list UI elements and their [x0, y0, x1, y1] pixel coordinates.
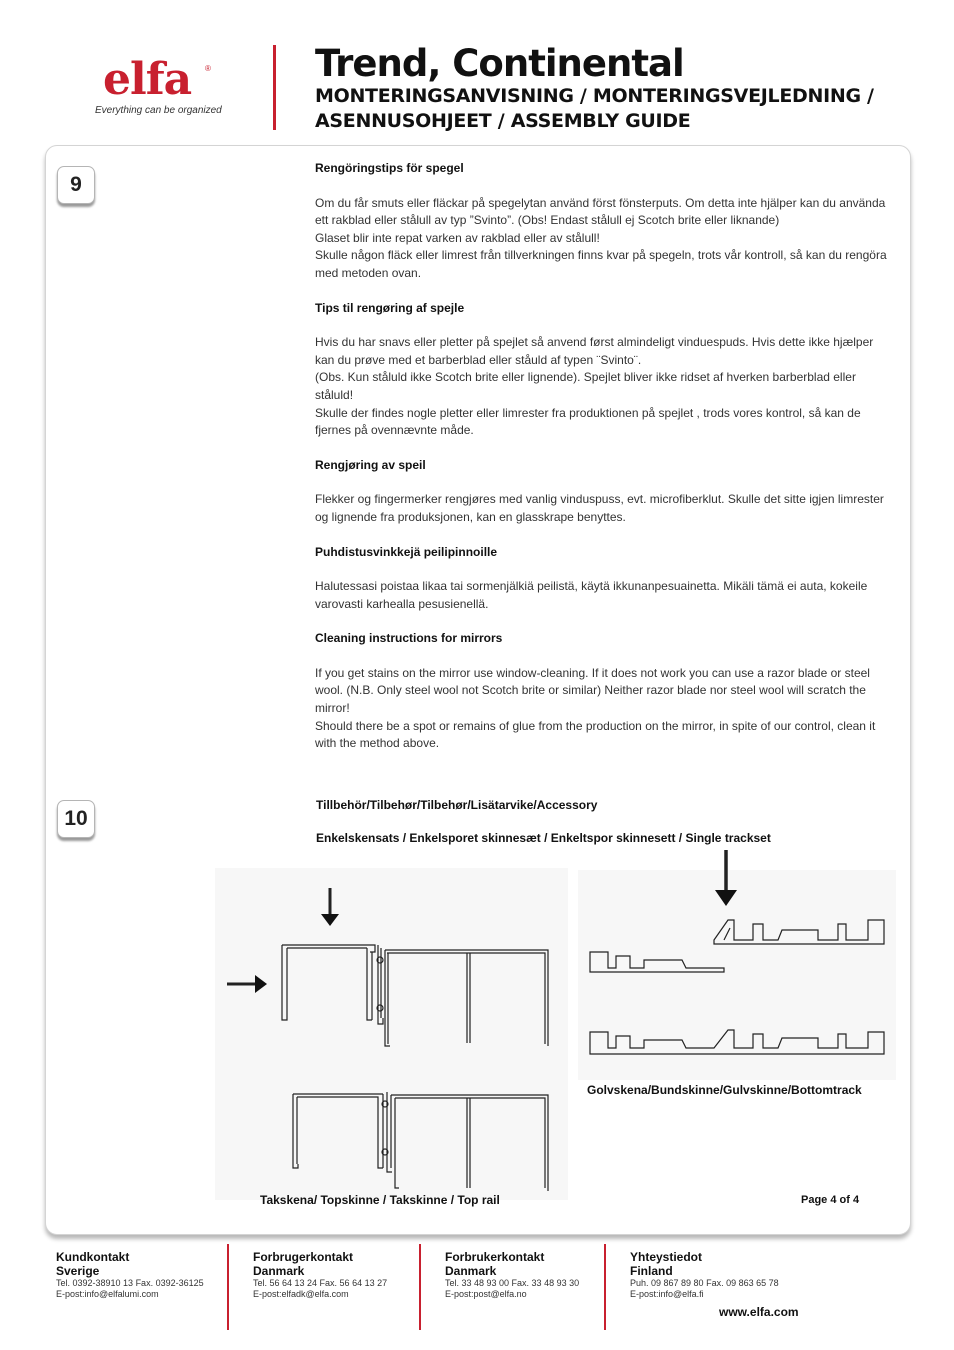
tip-body: Halutessasi poistaa likaa tai sormenjälkiä peilistä, käytä ikkunanpesuainetta. Mikäli tämä ei auta, kokeile varovasti karhealla pesusienellä. — [315, 579, 868, 611]
tip-body: Om du får smuts eller fläckar på spegelytan använd först fönsterputs. Om detta inte hjälper kan du använda ett rakblad eller stålull av typ ”Svinto”. (Obs! Endast stålull ej Scotch brite eller liknande) Glaset blir inte repat varken av rakblad eller av stålull! Skulle någon fläck eller limrest från tillverkningen finns kvar på spegeln, trots vår kontroll, så kan du rengöra med metoden ovan. — [315, 195, 887, 280]
footer-contact-email: E-post:elfadk@elfa.com — [253, 1289, 349, 1299]
footer-contact-country: Finland — [630, 1264, 673, 1278]
header-divider — [273, 45, 276, 130]
tip-section-english — [315, 630, 887, 753]
right-arrow-icon — [227, 975, 267, 993]
footer-contact-sweden — [56, 1250, 204, 1300]
tip-heading: Rengjøring av speil — [315, 457, 426, 472]
step-number-badge: 10 — [57, 800, 95, 838]
footer-contact-phone: Tel. 56 64 13 24 Fax. 56 64 13 27 — [253, 1278, 388, 1288]
footer-contact-country: Danmark — [445, 1264, 497, 1278]
top-rail-profile-lower — [293, 1092, 548, 1191]
top-rail-caption: Takskena/ Topskinne / Takskinne / Top rail — [260, 1193, 500, 1207]
footer-contact-country: Danmark — [253, 1264, 305, 1278]
down-arrow-icon — [321, 888, 339, 926]
footer-contact-phone: Tel. 33 48 93 00 Fax. 33 48 93 30 — [445, 1278, 580, 1288]
logo-tagline: Everything can be organized — [95, 105, 222, 116]
footer-contact-norway — [445, 1250, 579, 1300]
down-arrow-icon — [715, 850, 737, 906]
tip-heading: Rengöringstips för spegel — [315, 161, 464, 175]
footer-contact-phone: Tel. 0392-38910 13 Fax. 0392-36125 — [56, 1278, 204, 1288]
footer-contact-email: E-post:info@elfalumi.com — [56, 1289, 159, 1299]
tip-body: Hvis du har snavs eller pletter på spejlet så anvend først almindeligt vinduespuds. Hvis dette ikke hjælper kan du prøve med et barberblad eller ståuld af typen ¨Svinto¨. (Obs. Kun ståluld ikke Scotch brite eller lignende). Spejlet bliver ikke ridset af hverken barberblad eller ståluld! Skulle der findes nogle pletter eller limrester fra produktionen på spejlet , trods vores kontrol, så kan de fjernes på ovennævnte måde. — [315, 335, 874, 438]
top-rail-profile-upper — [282, 945, 548, 1046]
footer-contact-title: Forbrukerkontakt — [445, 1250, 545, 1264]
tip-body: Flekker og fingermerker rengjøres med vanlig vinduspuss, evt. microfiberklut. Skulle det sitte igjen limrester og lignende fra produksjonen, kan en glasskrape benyttes. — [315, 492, 884, 524]
accessory-subheading: Enkelskensats / Enkelsporet skinnesæt / Enkeltspor skinnesett / Single trackset — [316, 831, 771, 845]
footer-divider — [604, 1244, 606, 1330]
tip-heading: Tips til rengøring af spejle — [315, 300, 465, 315]
document-title: Trend, Continental — [315, 42, 684, 85]
bottom-track-caption: Golvskena/Bundskinne/Gulvskinne/Bottomtrack — [587, 1083, 862, 1097]
footer-contact-title: Kundkontakt — [56, 1250, 130, 1264]
logo-registered-mark: ® — [205, 64, 211, 73]
bottom-track-illustration — [578, 848, 896, 1080]
step-number-badge: 9 — [57, 166, 95, 204]
footer-contact-denmark — [253, 1250, 387, 1300]
footer-contact-title: Forbrugerkontakt — [253, 1250, 354, 1264]
footer-contact-title: Yhteystiedot — [630, 1250, 703, 1264]
footer-contact-email: E-post:post@elfa.no — [445, 1289, 527, 1299]
logo-wordmark: elfa — [103, 54, 192, 105]
accessory-heading: Tillbehör/Tilbehør/Tilbehør/Lisätarvike/Accessory — [316, 798, 598, 812]
bottom-track-profile-upper-left — [590, 952, 724, 972]
tip-section-norwegian — [315, 457, 887, 527]
website-link[interactable]: www.elfa.com — [719, 1305, 799, 1319]
footer-contact-finland — [630, 1250, 779, 1300]
footer-contact-email: E-post:info@elfa.fi — [630, 1289, 704, 1299]
tip-heading: Cleaning instructions for mirrors — [315, 631, 503, 646]
footer-contact-phone: Puh. 09 867 89 80 Fax. 09 863 65 78 — [630, 1278, 779, 1288]
document-subtitle: MONTERINGSANVISNING / MONTERINGSVEJLEDNING / ASENNUSOHJEET / ASSEMBLY GUIDE — [315, 85, 874, 132]
footer-contact-country: Sverige — [56, 1264, 100, 1278]
bottom-track-profile-lower — [590, 1030, 884, 1054]
top-rail-illustration — [215, 868, 568, 1200]
cleaning-tips — [315, 160, 887, 770]
bottom-track-profile-upper-right — [714, 920, 884, 944]
footer-divider — [227, 1244, 229, 1330]
tip-section-swedish — [315, 160, 887, 283]
tip-section-danish — [315, 300, 887, 440]
tip-heading: Puhdistusvinkkejä peilipinnoille — [315, 544, 498, 559]
elfa-logo — [95, 54, 235, 120]
tip-body: If you get stains on the mirror use window-cleaning. If it does not work you can use a razor blade or steel wool. (N.B. Only steel wool not Scotch brite or similar) Neither razor blade nor steel wool will scratch the mirror! Should there be a spot or remains of glue from the production on the mirror, in spite of our control, clean it with the method above. — [315, 665, 876, 751]
tip-section-finnish — [315, 544, 887, 614]
footer-divider — [419, 1244, 421, 1330]
page-number: Page 4 of 4 — [801, 1194, 860, 1206]
